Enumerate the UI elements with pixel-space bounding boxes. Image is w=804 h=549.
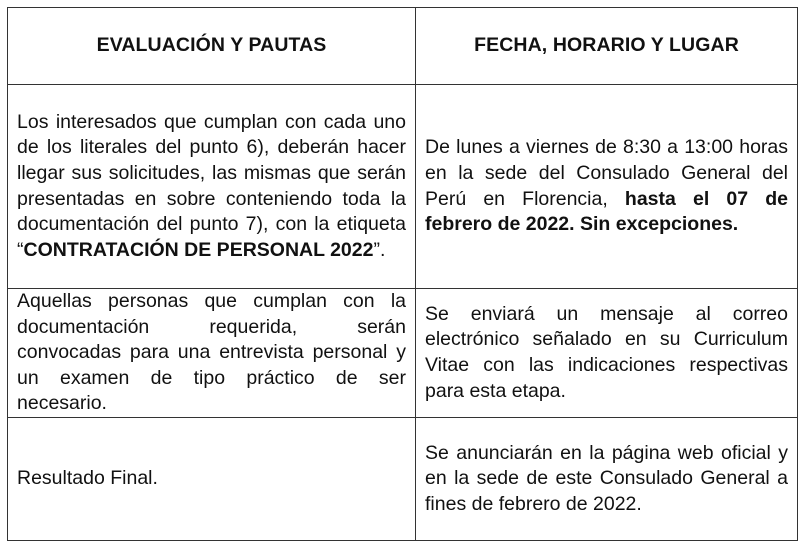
table-header-row <box>8 8 798 85</box>
table-row <box>8 289 798 418</box>
row1-evaluation-text-end: ”. <box>373 238 386 261</box>
row2-evaluation-text: Aquellas personas que cumplan con la documentación requerida, serán convocadas para una entrevista personal y un examen de tipo práctico de ser necesario. <box>17 290 406 415</box>
header-evaluacion-pautas: EVALUACIÓN Y PAUTAS <box>8 8 416 85</box>
row3-evaluation-text: Resultado Final. <box>17 467 158 490</box>
row2-schedule-cell <box>416 289 798 418</box>
header-fecha-horario-lugar: FECHA, HORARIO Y LUGAR <box>416 8 798 85</box>
row1-schedule-deadline-bold: hasta el 07 de febrero de 2022. Sin excepciones. <box>425 187 788 236</box>
row1-schedule-cell <box>416 85 798 289</box>
row1-schedule-text: De lunes a viernes de 8:30 a 13:00 horas en la sede del Consulado General del Perú en Florencia, <box>425 136 788 210</box>
row1-evaluation-text: Los interesados que cumplan con cada uno de los literales del punto 6), deberán hacer llegar sus solicitudes, las mismas que serán presentadas en sobre conteniendo toda la documentación del punto 7), con la etiqueta “ <box>17 110 406 261</box>
row1-evaluation-cell <box>8 85 416 289</box>
row1-evaluation-label-bold: CONTRATACIÓN DE PERSONAL 2022 <box>23 238 374 261</box>
evaluation-schedule-table <box>7 7 798 541</box>
row3-schedule-text: Se anunciarán en la página web oficial y en la sede de este Consulado General a fines de febrero de 2022. <box>425 441 788 515</box>
row2-evaluation-cell <box>8 289 416 418</box>
table-row <box>8 418 798 541</box>
row3-evaluation-cell <box>8 418 416 541</box>
table-row <box>8 85 798 289</box>
row3-schedule-cell <box>416 418 798 541</box>
row2-schedule-text: Se enviará un mensaje al correo electrónico señalado en su Curriculum Vitae con las indicaciones respectivas para esta etapa. <box>425 302 788 402</box>
